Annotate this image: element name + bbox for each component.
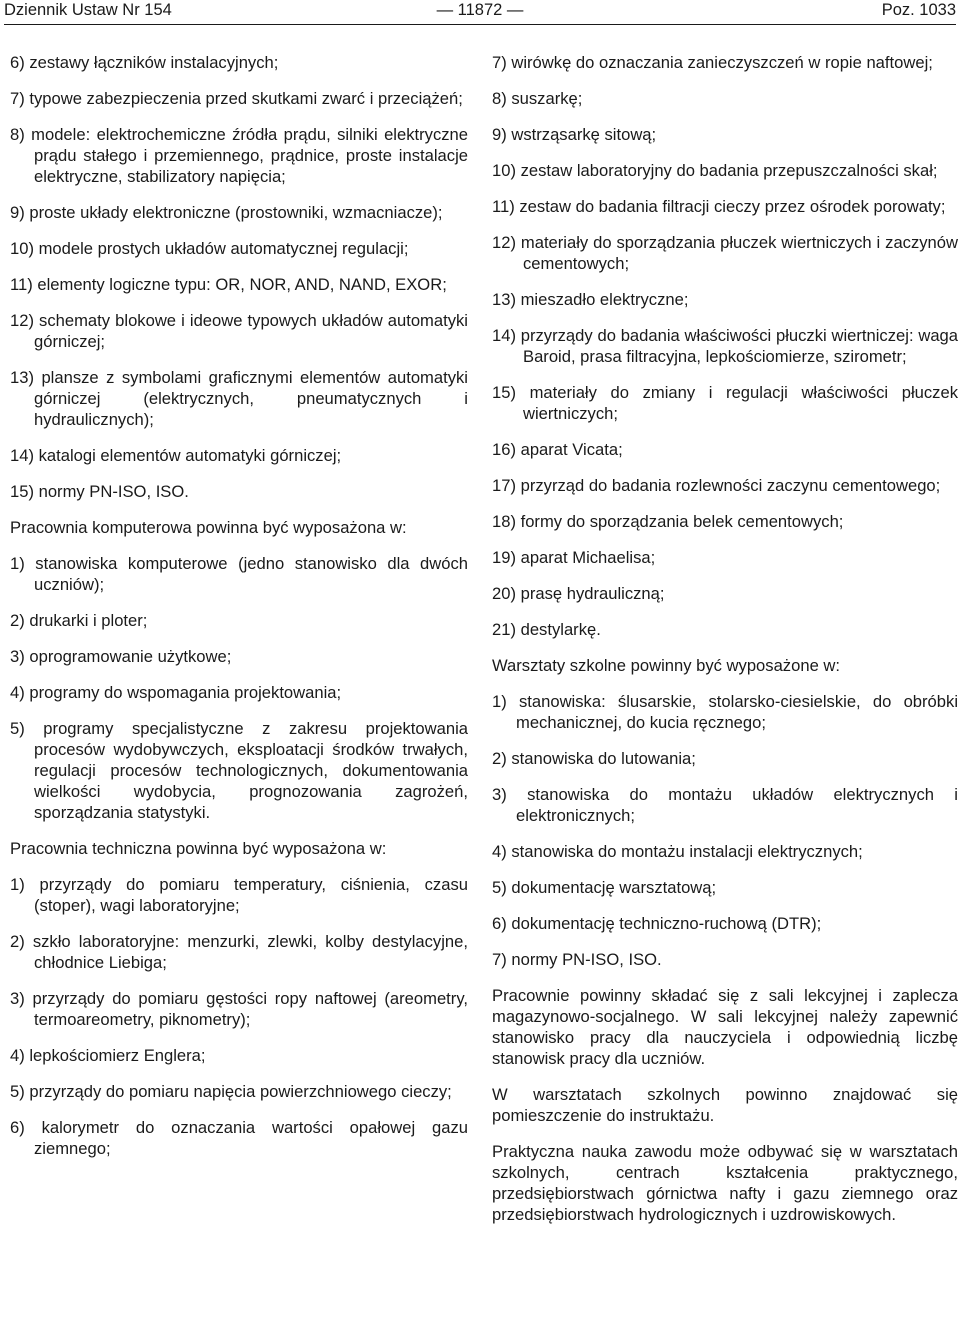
list-item: 4) programy do wspomagania projektowania; bbox=[10, 683, 342, 702]
list-item: 16) aparat Vicata; bbox=[492, 440, 623, 459]
list-item: 10) zestaw laboratoryjny do badania przepuszczalności skał; bbox=[492, 161, 938, 180]
right-column bbox=[492, 52, 958, 1240]
list-item: 9) proste układy elektroniczne (prostowniki, wzmacniacze); bbox=[10, 203, 443, 222]
list-item: 17) przyrząd do badania rozlewności zaczynu cementowego; bbox=[492, 476, 941, 495]
header-rule bbox=[4, 24, 956, 25]
list-item: 6) kalorymetr do oznaczania wartości opałowej gazu ziemnego; bbox=[10, 1118, 468, 1158]
list-item: 14) przyrządy do badania właściwości płuczki wiertniczej: waga Baroid, prasa filtracyjna, lepkościomierze, szirometr; bbox=[492, 326, 958, 366]
list-item: 10) modele prostych układów automatycznej regulacji; bbox=[10, 239, 409, 258]
list-item: 2) drukarki i ploter; bbox=[10, 611, 148, 630]
list-item: 2) szkło laboratoryjne: menzurki, zlewki, kolby destylacyjne, chłodnice Liebiga; bbox=[10, 932, 468, 972]
list-item: 8) modele: elektrochemiczne źródła prądu, silniki elektryczne prądu stałego i przemiennego, prądnice, proste instalacje elektryczne, stabilizatory napięcia; bbox=[10, 125, 468, 186]
paragraph-technical-lab: Pracownia techniczna powinna być wyposażona w: bbox=[10, 839, 387, 858]
list-item: 7) wirówkę do oznaczania zanieczyszczeń w ropie naftowej; bbox=[492, 53, 933, 72]
list-item: 8) suszarkę; bbox=[492, 89, 583, 108]
list-computer-lab bbox=[10, 553, 468, 823]
list-technical-lab-continued bbox=[492, 52, 958, 640]
list-item: 12) schematy blokowe i ideowe typowych układów automatyki górniczej; bbox=[10, 311, 468, 351]
list-item: 1) stanowiska: ślusarskie, stolarsko-ciesielskie, do obróbki mechanicznej, do kucia ręcznego; bbox=[492, 692, 958, 732]
list-item: 4) stanowiska do montażu instalacji elektrycznych; bbox=[492, 842, 863, 861]
list-item: 11) zestaw do badania filtracji cieczy przez ośrodek porowaty; bbox=[492, 197, 946, 216]
list-item: 13) plansze z symbolami graficznymi elementów automatyki górniczej (elektrycznych, pneumatycznych i hydraulicznych); bbox=[10, 368, 468, 429]
list-item: 5) dokumentację warsztatową; bbox=[492, 878, 717, 897]
list-item: 21) destylarkę. bbox=[492, 620, 601, 639]
list-technical-lab bbox=[10, 874, 468, 1159]
list-item: 18) formy do sporządzania belek cementowych; bbox=[492, 512, 844, 531]
journal-title: Dziennik Ustaw Nr 154 bbox=[4, 1, 172, 19]
paragraph-instructor-room: W warsztatach szkolnych powinno znajdować się pomieszczenie do instruktażu. bbox=[492, 1085, 958, 1125]
list-item: 9) wstrząsarkę sitową; bbox=[492, 125, 657, 144]
list-item: 1) stanowiska komputerowe (jedno stanowisko dla dwóch uczniów); bbox=[10, 554, 468, 594]
list-item: 5) programy specjalistyczne z zakresu projektowania procesów wydobywczych, eksploatacji środków trwałych, regulacji procesów technologicznych, dokumentowania wielkości wydobycia, prognozowania zagrożeń, sporządzania statystyki. bbox=[10, 719, 468, 822]
paragraph-rooms: Pracownie powinny składać się z sali lekcyjnej i zaplecza magazynowo-socjalnego. W sali lekcyjnej należy zapewnić stanowisko pracy dla nauczyciela i odpowiednią liczbę stanowisk pracy dla uczniów. bbox=[492, 986, 958, 1068]
list-item: 7) normy PN-ISO, ISO. bbox=[492, 950, 662, 969]
page-header bbox=[4, 0, 956, 22]
list-item: 19) aparat Michaelisa; bbox=[492, 548, 656, 567]
list-item: 5) przyrządy do pomiaru napięcia powierzchniowego cieczy; bbox=[10, 1082, 452, 1101]
page-number: — 11872 — bbox=[436, 1, 524, 19]
list-item: 2) stanowiska do lutowania; bbox=[492, 749, 696, 768]
list-item: 15) materiały do zmiany i regulacji właściwości płuczek wiertniczych; bbox=[492, 383, 958, 423]
list-workshops bbox=[492, 691, 958, 970]
paragraph-workshops: Warsztaty szkolne powinny być wyposażone w: bbox=[492, 656, 840, 675]
position-number: Poz. 1033 bbox=[881, 1, 956, 19]
list-item: 20) prasę hydrauliczną; bbox=[492, 584, 665, 603]
list-lab-equipment-continued bbox=[10, 52, 468, 502]
list-item: 3) stanowiska do montażu układów elektrycznych i elektronicznych; bbox=[492, 785, 958, 825]
list-item: 6) dokumentację techniczno-ruchową (DTR); bbox=[492, 914, 822, 933]
paragraph-computer-lab: Pracownia komputerowa powinna być wyposażona w: bbox=[10, 518, 407, 537]
list-item: 13) mieszadło elektryczne; bbox=[492, 290, 689, 309]
list-item: 11) elementy logiczne typu: OR, NOR, AND, NAND, EXOR; bbox=[10, 275, 447, 294]
paragraph-practical-training: Praktyczna nauka zawodu może odbywać się w warsztatach szkolnych, centrach kształcenia praktycznego, przedsiębiorstwach górnictwa nafty i gazu ziemnego oraz przedsiębiorstwach hydrologicznych i uzdrowiskowych. bbox=[492, 1142, 958, 1224]
list-item: 7) typowe zabezpieczenia przed skutkami zwarć i przeciążeń; bbox=[10, 89, 463, 108]
left-column bbox=[10, 52, 468, 1174]
list-item: 3) oprogramowanie użytkowe; bbox=[10, 647, 232, 666]
list-item: 4) lepkościomierz Englera; bbox=[10, 1046, 206, 1065]
list-item: 1) przyrządy do pomiaru temperatury, ciśnienia, czasu (stoper), wagi laboratoryjne; bbox=[10, 875, 468, 915]
list-item: 3) przyrządy do pomiaru gęstości ropy naftowej (areometry, termoareometry, piknometry); bbox=[10, 989, 468, 1029]
list-item: 14) katalogi elementów automatyki górniczej; bbox=[10, 446, 342, 465]
list-item: 15) normy PN-ISO, ISO. bbox=[10, 482, 189, 501]
list-item: 12) materiały do sporządzania płuczek wiertniczych i zaczynów cementowych; bbox=[492, 233, 958, 273]
list-item: 6) zestawy łączników instalacyjnych; bbox=[10, 53, 279, 72]
